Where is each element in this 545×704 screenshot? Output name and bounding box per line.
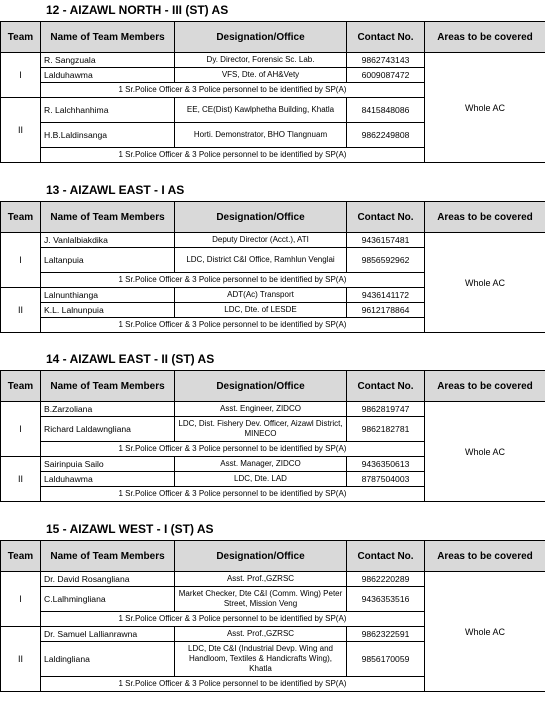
area-covered: Whole AC — [425, 53, 545, 163]
member-row — [1, 402, 545, 417]
header-row — [1, 202, 545, 233]
constituency-section — [0, 0, 545, 170]
member-name: H.B.Laldinsanga — [41, 123, 175, 148]
member-designation: LDC, Dist. Fishery Dev. Officer, Aizawl District, MINECO — [175, 417, 347, 442]
member-name: Lalnunthianga — [41, 288, 175, 303]
member-designation: LDC, Dte. LAD — [175, 472, 347, 487]
area-covered: Whole AC — [425, 572, 545, 692]
member-designation: VFS, Dte. of AH&Vety — [175, 68, 347, 83]
areas-header: Areas to be covered — [425, 22, 545, 53]
member-contact: 9856592962 — [347, 248, 425, 273]
member-contact: 9862249808 — [347, 123, 425, 148]
team-label: II — [1, 288, 41, 333]
police-note: 1 Sr.Police Officer & 3 Police personnel to be identified by SP(A) — [41, 677, 425, 692]
areas-header: Areas to be covered — [425, 541, 545, 572]
member-contact: 9862819747 — [347, 402, 425, 417]
member-contact: 8787504003 — [347, 472, 425, 487]
name-header: Name of Team Members — [41, 22, 175, 53]
member-designation: Asst. Prof.,GZRSC — [175, 627, 347, 642]
name-header: Name of Team Members — [41, 202, 175, 233]
team-table — [0, 21, 545, 163]
member-name: Dr. David Rosangliana — [41, 572, 175, 587]
member-row — [1, 53, 545, 68]
header-row — [1, 371, 545, 402]
police-note: 1 Sr.Police Officer & 3 Police personnel to be identified by SP(A) — [41, 612, 425, 627]
member-contact: 9436350613 — [347, 457, 425, 472]
constituency-section — [0, 180, 545, 350]
member-contact: 9612178864 — [347, 303, 425, 318]
member-name: B.Zarzoliana — [41, 402, 175, 417]
member-name: Laldingliana — [41, 642, 175, 677]
member-contact: 9862220289 — [347, 572, 425, 587]
constituency-title: 15 - AIZAWL WEST - I (ST) AS — [46, 522, 214, 536]
constituency-section — [0, 519, 545, 689]
area-covered: Whole AC — [425, 233, 545, 333]
police-note: 1 Sr.Police Officer & 3 Police personnel to be identified by SP(A) — [41, 487, 425, 502]
team-label: II — [1, 98, 41, 163]
team-label: II — [1, 627, 41, 692]
header-row — [1, 541, 545, 572]
member-contact: 9862743143 — [347, 53, 425, 68]
constituency-title: 13 - AIZAWL EAST - I AS — [46, 183, 185, 197]
member-designation: EE, CE(Dist) Kawlphetha Building, Khatla — [175, 98, 347, 123]
team-label: I — [1, 233, 41, 288]
team-header: Team — [1, 22, 41, 53]
member-name: C.Lalhmingliana — [41, 587, 175, 612]
member-name: K.L. Lalnunpuia — [41, 303, 175, 318]
member-name: Laltanpuia — [41, 248, 175, 273]
team-table — [0, 540, 545, 692]
designation-header: Designation/Office — [175, 202, 347, 233]
member-row — [1, 572, 545, 587]
member-designation: Market Checker, Dte C&I (Comm. Wing) Peter Street, Mission Veng — [175, 587, 347, 612]
member-designation: Asst. Engineer, ZIDCO — [175, 402, 347, 417]
member-designation: Horti. Demonstrator, BHO Tlangnuam — [175, 123, 347, 148]
member-designation: LDC, District C&I Office, Ramhlun Venglai — [175, 248, 347, 273]
member-designation: ADT(Ac) Transport — [175, 288, 347, 303]
designation-header: Designation/Office — [175, 22, 347, 53]
team-label: I — [1, 53, 41, 98]
member-designation: Deputy Director (Acct.), ATI — [175, 233, 347, 248]
member-contact: 6009087472 — [347, 68, 425, 83]
contact-header: Contact No. — [347, 202, 425, 233]
member-name: R. Lalchhanhima — [41, 98, 175, 123]
areas-header: Areas to be covered — [425, 202, 545, 233]
member-contact: 9436353516 — [347, 587, 425, 612]
police-note: 1 Sr.Police Officer & 3 Police personnel to be identified by SP(A) — [41, 83, 425, 98]
member-name: Dr. Samuel Lallianrawna — [41, 627, 175, 642]
member-name: Richard Laldawngliana — [41, 417, 175, 442]
member-contact: 9436157481 — [347, 233, 425, 248]
team-header: Team — [1, 371, 41, 402]
name-header: Name of Team Members — [41, 371, 175, 402]
member-contact: 9436141172 — [347, 288, 425, 303]
member-name: R. Sangzuala — [41, 53, 175, 68]
team-header: Team — [1, 202, 41, 233]
constituency-title: 14 - AIZAWL EAST - II (ST) AS — [46, 352, 215, 366]
member-designation: LDC, Dte C&I (Industrial Devp. Wing and Handloom, Textiles & Handicrafts Wing), Khatla — [175, 642, 347, 677]
constituency-title: 12 - AIZAWL NORTH - III (ST) AS — [46, 3, 229, 17]
name-header: Name of Team Members — [41, 541, 175, 572]
member-contact: 9856170059 — [347, 642, 425, 677]
member-designation: Asst. Prof.,GZRSC — [175, 572, 347, 587]
police-note: 1 Sr.Police Officer & 3 Police personnel to be identified by SP(A) — [41, 442, 425, 457]
police-note: 1 Sr.Police Officer & 3 Police personnel to be identified by SP(A) — [41, 318, 425, 333]
police-note: 1 Sr.Police Officer & 3 Police personnel to be identified by SP(A) — [41, 148, 425, 163]
designation-header: Designation/Office — [175, 371, 347, 402]
team-label: I — [1, 402, 41, 457]
member-contact: 8415848086 — [347, 98, 425, 123]
member-name: Lalduhawma — [41, 472, 175, 487]
member-name: Lalduhawma — [41, 68, 175, 83]
member-designation: Asst. Manager, ZIDCO — [175, 457, 347, 472]
member-designation: LDC, Dte. of LESDE — [175, 303, 347, 318]
team-table — [0, 201, 545, 333]
team-label: I — [1, 572, 41, 627]
area-covered: Whole AC — [425, 402, 545, 502]
team-label: II — [1, 457, 41, 502]
member-name: J. Vanlalbiakdika — [41, 233, 175, 248]
member-contact: 9862322591 — [347, 627, 425, 642]
constituency-section — [0, 349, 545, 519]
member-contact: 9862182781 — [347, 417, 425, 442]
member-designation: Dy. Director, Forensic Sc. Lab. — [175, 53, 347, 68]
member-name: Sairinpuia Sailo — [41, 457, 175, 472]
contact-header: Contact No. — [347, 371, 425, 402]
designation-header: Designation/Office — [175, 541, 347, 572]
header-row — [1, 22, 545, 53]
areas-header: Areas to be covered — [425, 371, 545, 402]
member-row — [1, 233, 545, 248]
team-header: Team — [1, 541, 41, 572]
contact-header: Contact No. — [347, 541, 425, 572]
team-table — [0, 370, 545, 502]
contact-header: Contact No. — [347, 22, 425, 53]
police-note: 1 Sr.Police Officer & 3 Police personnel to be identified by SP(A) — [41, 273, 425, 288]
